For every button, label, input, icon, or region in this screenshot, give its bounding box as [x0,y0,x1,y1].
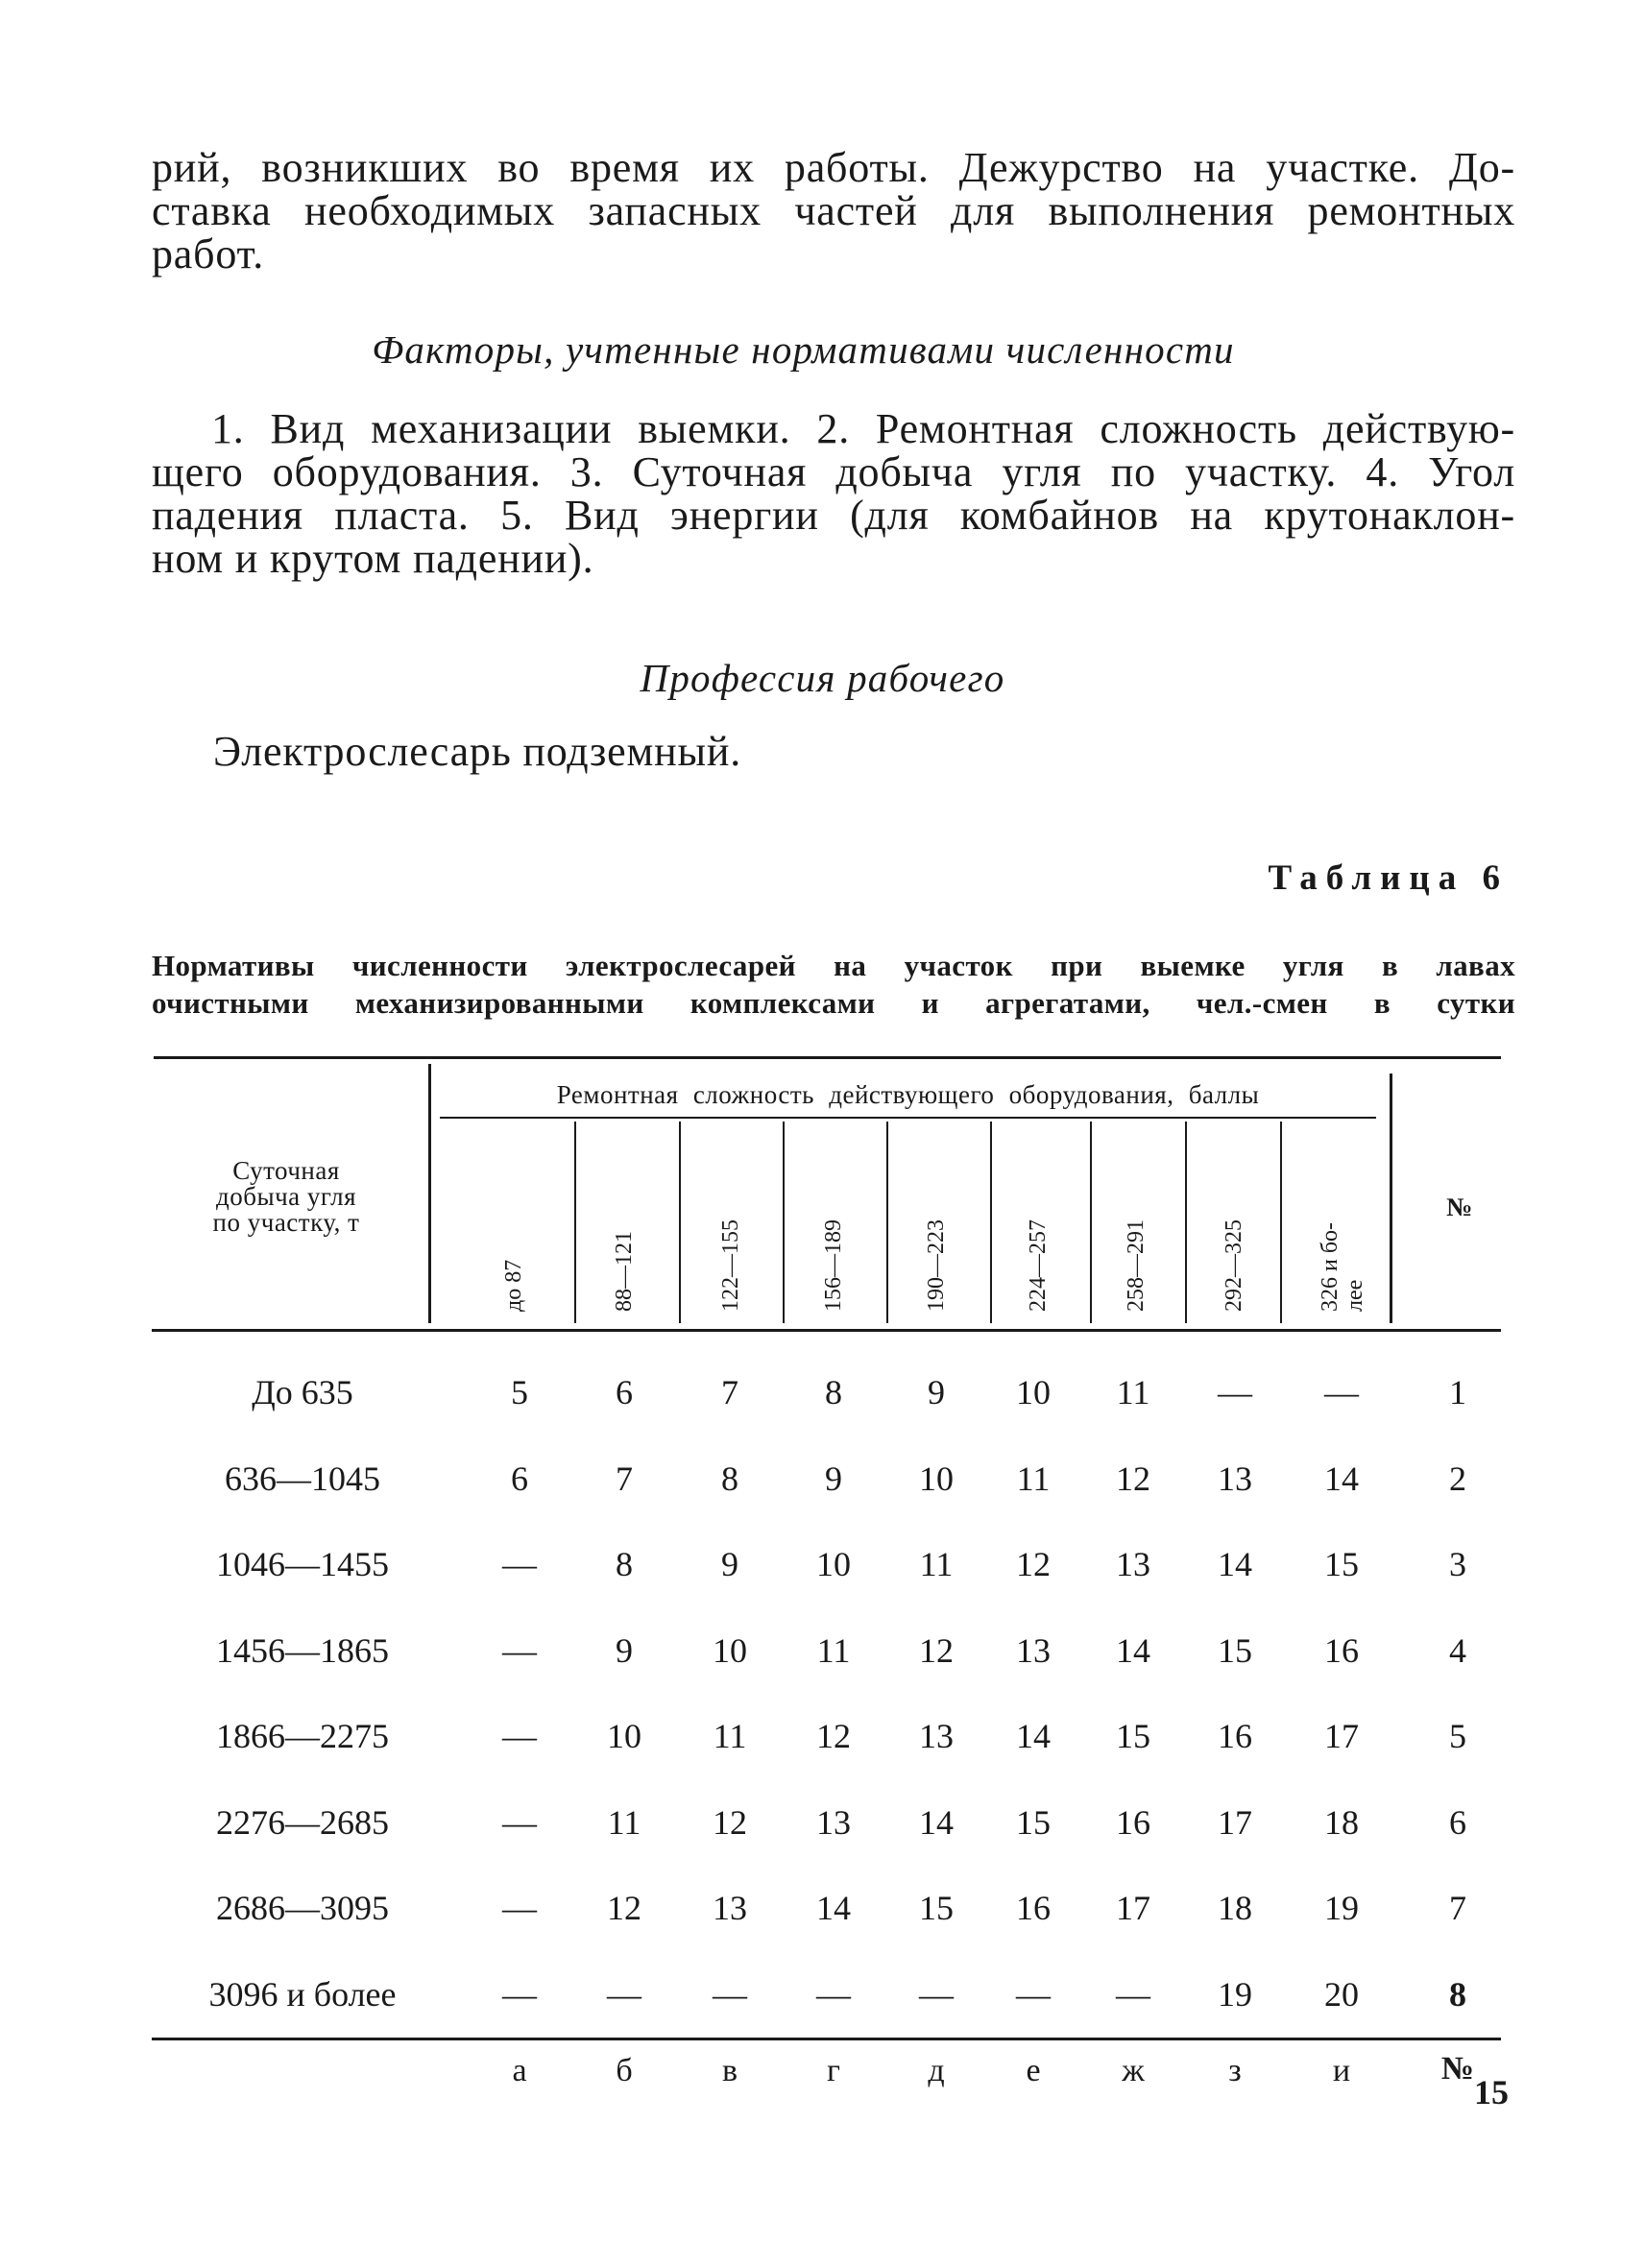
intro-line: ставка необходимых запасных частей для выполнения ремонтных [152,187,1515,234]
group-header-rule [440,1117,1376,1119]
table-cell: 6 [511,1460,528,1498]
table-cell: — [919,1975,954,2014]
table-cell: 20 [1324,1975,1359,2014]
row-label: 2686—3095 [216,1889,389,1927]
row-number: 1 [1449,1373,1466,1411]
table-cell: 8 [721,1460,738,1498]
table-cell: 10 [1016,1373,1051,1411]
col-divider [783,1122,785,1323]
table-cell: 12 [607,1889,641,1927]
row-number: 7 [1449,1889,1466,1927]
table-cell: — [502,1889,537,1927]
col-header: 156—189 [821,1219,846,1312]
table-cell: 14 [1116,1631,1150,1670]
footer-num: № [1440,2051,1475,2087]
col-divider [990,1122,992,1323]
row-number: 3 [1449,1545,1466,1583]
footer-letter: б [616,2053,633,2088]
col-header: 258—291 [1124,1219,1149,1312]
page-number: 15 [1474,2073,1509,2111]
table-cell: 16 [1016,1889,1051,1927]
table-cell: 9 [721,1545,738,1583]
table-cell: — [1016,1975,1051,2014]
col-divider [1185,1122,1187,1323]
table-cell: 13 [919,1717,954,1755]
row-label: До 635 [252,1373,353,1411]
caption-line: Нормативы численности электрослесарей на участок при выемке угля в лавах [152,949,1515,982]
col-header: лее [1343,1279,1367,1312]
table-cell: 13 [1218,1460,1252,1498]
footer-letter: и [1332,2053,1351,2088]
footer-letter: ж [1122,2053,1145,2088]
table-cell: — [502,1803,537,1842]
row-label: 2276—2685 [216,1803,389,1842]
table-cell: 11 [816,1631,851,1670]
table-cell: — [502,1631,537,1670]
footer-letter: з [1228,2053,1242,2088]
col-divider [886,1122,888,1323]
factors-line: 1. Вид механизации выемки. 2. Ремонтная сложность действую- [211,405,1515,452]
factors-heading: Факторы, учтенные нормативами численности [372,327,1235,372]
col-header: 190—223 [924,1219,949,1312]
factors-paragraph [152,407,1515,580]
table-cell: — [1218,1373,1252,1411]
col-header: до 87 [501,1259,526,1312]
table-cell: 19 [1324,1889,1359,1927]
table-cell: 12 [1016,1545,1051,1583]
row-number: 6 [1449,1803,1466,1842]
table-cell: 15 [1324,1545,1359,1583]
row-label: 3096 и более [208,1975,397,2014]
table-cell: 11 [1016,1460,1051,1498]
table-cell: 14 [919,1803,954,1842]
table-cell: 11 [919,1545,954,1583]
row-label: 1866—2275 [216,1717,389,1755]
table-cell: 11 [713,1717,747,1755]
table-cell: 13 [713,1889,747,1927]
table-cell: 15 [919,1889,954,1927]
table-cell: 13 [1116,1545,1150,1583]
table-cell: 12 [816,1717,851,1755]
table-cell: 13 [1016,1631,1051,1670]
table-cell: 14 [1218,1545,1252,1583]
intro-line: рий, возникших во время их работы. Дежурство на участке. До- [152,144,1515,191]
table-cell: 9 [825,1460,842,1498]
stub-divider [428,1064,431,1323]
table-cell: 6 [616,1373,633,1411]
col-divider [1090,1122,1092,1323]
table-cell: 17 [1116,1889,1150,1927]
row-number: 4 [1449,1631,1466,1670]
table-cell: 15 [1218,1631,1252,1670]
table-cell: 14 [816,1889,851,1927]
table-cell: — [607,1975,641,2014]
table-cell: 18 [1324,1803,1359,1842]
table-cell: 16 [1324,1631,1359,1670]
table-cell: 14 [1324,1460,1359,1498]
table-cell: 15 [1016,1803,1051,1842]
table-cell: 16 [1218,1717,1252,1755]
table-cell: 10 [607,1717,641,1755]
table-cell: 14 [1016,1717,1051,1755]
table-cell: 12 [1116,1460,1150,1498]
profession-heading: Профессия рабочего [640,656,1005,700]
group-header: Ремонтная сложность действующего оборудования, баллы [556,1080,1260,1109]
num-divider [1390,1074,1392,1323]
row-label: 636—1045 [225,1460,380,1498]
table-cell: 16 [1116,1803,1150,1842]
table-cell: 10 [919,1460,954,1498]
table-top-rule [154,1056,1501,1059]
table-cell: 15 [1116,1717,1150,1755]
table-cell: 8 [825,1373,842,1411]
table-cell: 17 [1218,1803,1252,1842]
table-cell: — [1116,1975,1150,2014]
col-header: 292—325 [1222,1219,1246,1312]
table-cell: 18 [1218,1889,1252,1927]
table-cell: 10 [816,1545,851,1583]
num-header: № [1446,1193,1473,1221]
table-cell: 12 [919,1631,954,1670]
table-cell: — [816,1975,851,2014]
table-cell: 9 [616,1631,633,1670]
table-cell: 7 [616,1460,633,1498]
footer-letter: е [1026,2053,1041,2088]
table-label: Таблица 6 [1268,858,1509,898]
col-header: 326 и бо- [1318,1221,1343,1312]
table-cell: 19 [1218,1975,1252,2014]
table-cell: 17 [1324,1717,1359,1755]
col-header: 88—121 [612,1231,637,1312]
table-cell: — [1324,1373,1359,1411]
footer-letter: д [928,2053,945,2088]
row-label: 1046—1455 [216,1545,389,1583]
row-number: 8 [1449,1975,1466,2014]
intro-line: работ. [152,230,265,277]
table-cell: 11 [607,1803,641,1842]
table-cell: 8 [616,1545,633,1583]
table-caption [152,947,1515,1022]
table-cell: — [502,1545,537,1583]
row-label: 1456—1865 [216,1631,389,1670]
table-cell: 13 [816,1803,851,1842]
footer-letter: в [721,2053,738,2088]
col-header: 224—257 [1026,1219,1051,1312]
stub-header: Суточная добыча угля по участку, т [212,1156,360,1237]
table-cell: 11 [1116,1373,1150,1411]
footer-letter: г [827,2053,840,2088]
footer-letter: а [512,2053,527,2088]
col-divider [574,1122,576,1323]
table-cell: 10 [713,1631,747,1670]
table-cell: 9 [928,1373,945,1411]
factors-line: падения пласта. 5. Вид энергии (для комбайнов на крутонаклон- [152,492,1515,539]
factors-line: щего оборудования. 3. Суточная добыча угля по участку. 4. Угол [152,448,1515,495]
intro-paragraph [152,146,1515,276]
factors-line: ном и крутом падении). [152,535,594,582]
table-cell: — [713,1975,747,2014]
header-bottom-rule [152,1329,1501,1332]
col-divider [1280,1122,1282,1323]
row-number: 5 [1449,1717,1466,1755]
table-cell: 12 [713,1803,747,1842]
table-cell: 7 [721,1373,738,1411]
table-bottom-rule [152,2038,1501,2040]
row-number: 2 [1449,1460,1466,1498]
table-cell: 5 [511,1373,528,1411]
col-header: 122—155 [718,1219,743,1312]
caption-line: очистными механизированными комплексами и агрегатами, чел.-смен в сутки [152,986,1515,1020]
col-divider [679,1122,681,1323]
table-cell: — [502,1717,537,1755]
profession-text: Электрослесарь подземный. [213,728,741,775]
table-cell: — [502,1975,537,2014]
